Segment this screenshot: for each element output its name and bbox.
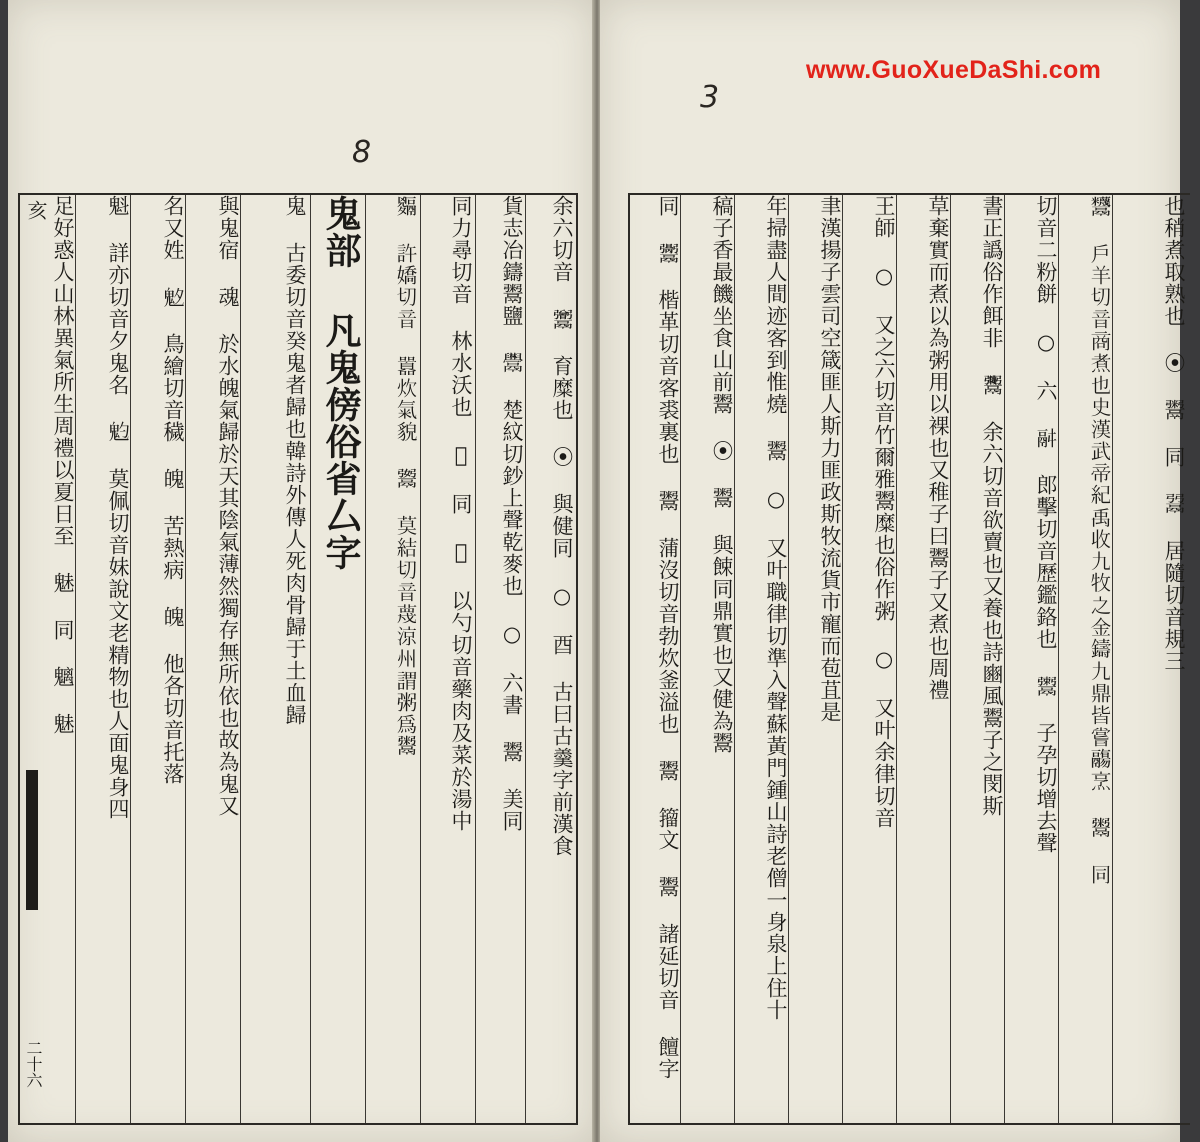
text-column: 鬼 古委切音癸鬼者歸也韓詩外傳人死肉骨歸于土血歸 <box>283 195 307 726</box>
header-mark: 亥 <box>24 200 48 220</box>
text-column: 稿子香最饑坐食山前鬻 ⦿ 鬻 與餗同鼎實也又健為鬻 <box>710 195 734 754</box>
text-column: 王師 ○ 又之六切音竹爾雅鬻糜也俗作粥 ○ 又叶余律切音 <box>872 195 896 829</box>
text-column: 也稍煮取熟也 ⦿ 鬻 同 𩰲 居隨切音規三 <box>1162 195 1186 672</box>
text-column: 聿漢揚子雲司空箴匪人斯力匪政斯牧流貨市寵而苞苴是 <box>818 195 842 723</box>
watermark-text: www.GuoXueDaShi.com <box>806 56 1102 84</box>
text-column: 草棄實而煮以為粥用以裸也又稚子曰鬻子又煮也周禮 <box>926 195 950 701</box>
text-column: 名又姓 𩲁 鳥繪切音穢 魄 苦熱病 魄 他各切音托落 <box>161 195 185 785</box>
text-column: 與鬼宿 魂 於水魄氣歸於天其陰氣薄然獨存無所依也故為鬼又 <box>216 195 240 817</box>
left-page-frame <box>18 193 578 1125</box>
right-page-frame <box>628 193 1190 1125</box>
text-column: 年掃盡人間迹客到惟燒 鬻 ○ 又叶職律切準入聲蘇黃門鍾山詩老僧一身泉上住十 <box>764 195 788 1021</box>
text-column: 𩱅 許嬌切音 囂炊氣貌 𩱆 莫結切音蔑涼州謂粥為鬻 <box>394 195 418 757</box>
text-column: 書正譌俗作餌非 𩱷 余六切音欲賣也又養也詩豳風鬻子之閔斯 <box>980 195 1004 817</box>
right-page <box>600 0 1186 1142</box>
text-column: 余六切音 𩱭 育糜也 ⦿ 與健同 ○ 酉 古曰古羹字前漢食 <box>550 195 574 857</box>
text-column: 貨志冶鑄鬻鹽 𩱬 楚紋切鈔上聲乾麥也 ○ 六書 鬻 美同 <box>500 195 524 832</box>
handwritten-annotation: 3 <box>700 80 720 115</box>
left-page <box>8 0 594 1142</box>
text-column: 魁 詳亦切音夕鬼名 𩲃 莫佩切音妹說文老精物也人面鬼身四 <box>106 195 130 820</box>
section-heading-gui-bu: 鬼部 凡鬼傍俗省厶字 <box>320 195 362 571</box>
text-column: 𩱵 戶羊切音商煮也史漢武帝紀禹收九牧之金鑄九鼎皆嘗鬺烹 鬻 同 <box>1088 195 1112 886</box>
text-column: 切音二粉餅 ○ 六 𩰫 郎擊切音歷鑑鉻也 𩱖 子孕切增去聲 <box>1034 195 1058 854</box>
folio-number: 二十六 <box>24 1040 43 1088</box>
ink-stamp-mark <box>26 770 38 910</box>
handwritten-annotation: 8 <box>352 135 372 170</box>
text-column: 同 𩱪 楷革切音客裘裏也 鬻 蒲沒切音勃炊釜溢也 鬻 籀文 鬻 諸延切音 饘字 <box>656 195 680 1080</box>
text-column: 同力尋切音 林水沃也 𩰺 同 𩰻 以勺切音藥肉及菜於湯中 <box>449 195 473 832</box>
text-column: 足好惑人山林異氣所生周禮以夏日至 魅 同 魑 魅 <box>51 195 75 735</box>
